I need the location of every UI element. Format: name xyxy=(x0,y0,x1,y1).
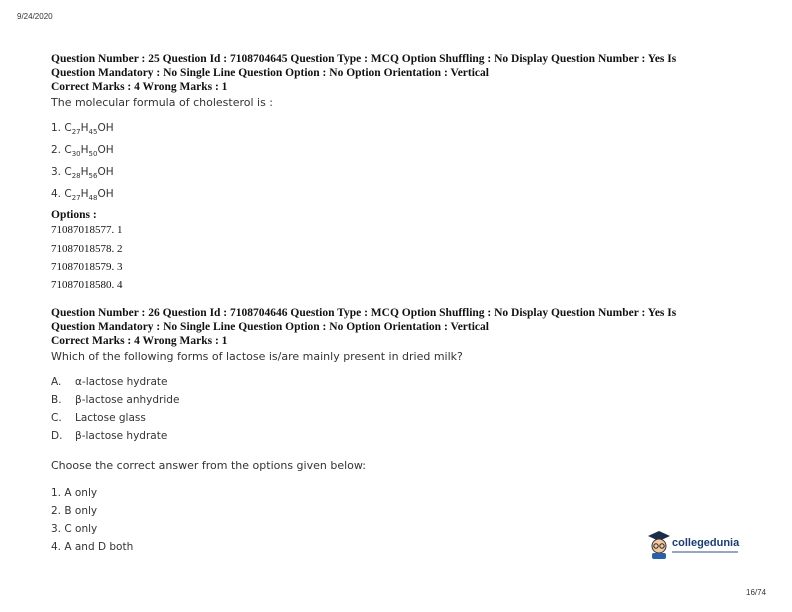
logo-tagline xyxy=(672,551,738,553)
collegedunia-logo xyxy=(648,529,740,561)
question-stem: Which of the following forms of lactose is/are mainly present in dried milk? xyxy=(51,350,463,363)
option-id: 71087018578. 2 xyxy=(51,242,123,255)
print-date: 9/24/2020 xyxy=(17,12,53,21)
question-25 xyxy=(51,52,731,295)
options-label: Options : xyxy=(51,209,97,222)
graduate-mascot-icon xyxy=(648,531,670,559)
question-header: Question Mandatory : No Single Line Question Option : No Option Orientation : Vertical xyxy=(51,321,489,333)
option-item: 4. $C_{27}H_{48}OH$ xyxy=(51,188,114,203)
answer-item: 2. B only xyxy=(51,505,98,517)
question-header: Question Number : 26 Question Id : 7108704646 Question Type : MCQ Option Shuffling : No Display Question Number : Yes Is xyxy=(51,307,677,319)
statement-list xyxy=(51,373,731,445)
statement-item: D. β-lactose hydrate xyxy=(51,430,168,442)
option-list xyxy=(51,119,731,207)
question-marks: Correct Marks : 4 Wrong Marks : 1 xyxy=(51,81,228,93)
answer-item: 4. A and D both xyxy=(51,541,134,553)
statement-item: C. Lactose glass xyxy=(51,412,146,424)
question-header: Question Number : 25 Question Id : 7108704645 Question Type : MCQ Option Shuffling : No Display Question Number : Yes Is xyxy=(51,53,677,65)
option-item: 3. $C_{28}H_{56}OH$ xyxy=(51,166,114,181)
option-id: 71087018580. 4 xyxy=(51,279,123,292)
answer-item: 1. A only xyxy=(51,487,98,499)
instruction-text: Choose the correct answer from the options given below: xyxy=(51,459,366,472)
answer-item: 3. C only xyxy=(51,523,98,535)
question-26 xyxy=(51,306,731,556)
answer-list xyxy=(51,484,731,556)
page-number: 16/74 xyxy=(746,588,767,597)
statement-item: B. β-lactose anhydride xyxy=(51,394,180,406)
question-marks: Correct Marks : 4 Wrong Marks : 1 xyxy=(51,335,228,347)
option-item: 2. $C_{30}H_{50}OH$ xyxy=(51,144,114,159)
question-stem: The molecular formula of cholesterol is : xyxy=(51,96,274,109)
option-id: 71087018579. 3 xyxy=(51,260,123,273)
option-item: 1. $C_{27}H_{45}OH$ xyxy=(51,122,114,137)
option-id: 71087018577. 1 xyxy=(51,224,123,237)
question-header: Question Mandatory : No Single Line Question Option : No Option Orientation : Vertical xyxy=(51,67,489,79)
logo-brand: collegedunia xyxy=(672,537,740,549)
statement-item: A. α-lactose hydrate xyxy=(51,376,168,388)
